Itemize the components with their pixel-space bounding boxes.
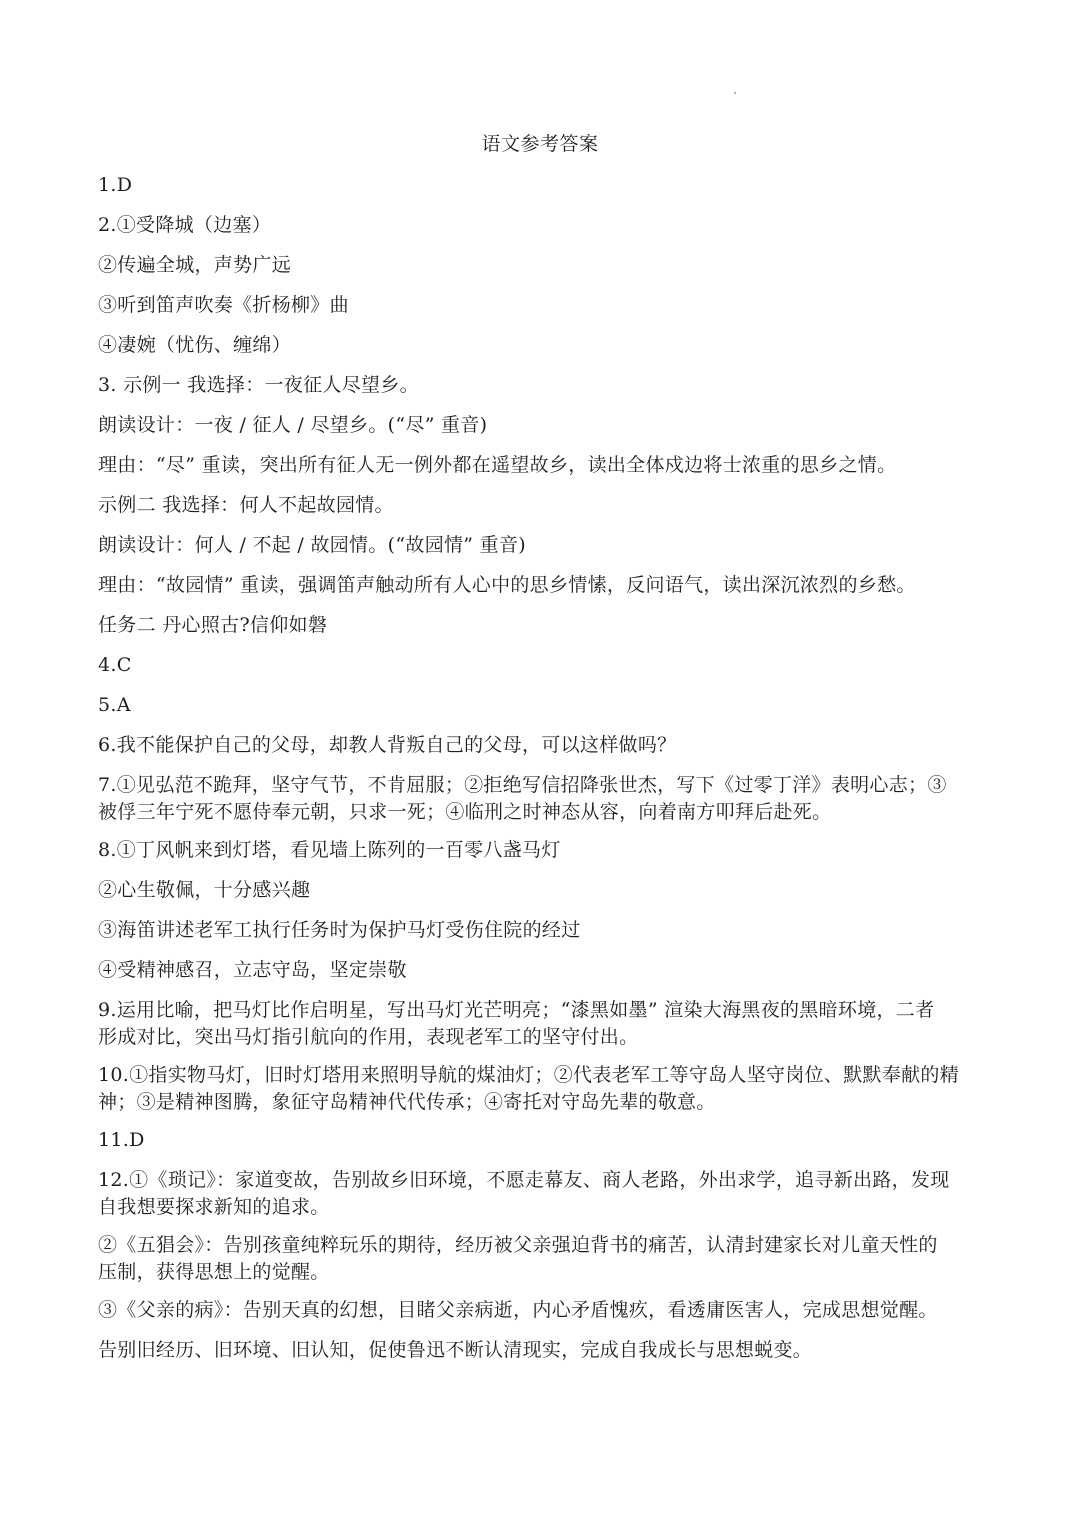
answer-3-reason-2: 理由：“故园情” 重读，强调笛声触动所有人心中的思乡情愫，反问语气，读出深沉浓烈的乡愁。 <box>98 574 916 596</box>
answer-8-item-4: ④受精神感召，立志守岛，坚定崇敬 <box>98 959 407 981</box>
page-title: 语文参考答案 <box>481 133 599 155</box>
answer-8-item-3: ③海笛讲述老军工执行任务时为保护马灯受伤住院的经过 <box>98 919 581 941</box>
answer-3-reading-design-1: 朗读设计：一夜 / 征人 / 尽望乡。(“尽” 重音) <box>98 414 488 436</box>
answer-12-item-1-line-1: 12.①《琐记》：家道变故，告别故乡旧环境，不愿走幕友、商人老路，外出求学，追寻新出路，发现 <box>98 1169 950 1191</box>
answer-10-line-2: 神；③是精神图腾，象征守岛精神代代传承；④寄托对守岛先辈的敬意。 <box>98 1091 716 1113</box>
answer-7-line-2: 被俘三年宁死不愿侍奉元朝，只求一死；④临刑之时神态从容，向着南方叩拜后赴死。 <box>98 801 832 823</box>
answer-12-summary: 告别旧经历、旧环境、旧认知，促使鲁迅不断认清现实，完成自我成长与思想蜕变。 <box>98 1339 813 1361</box>
answer-5: 5.A <box>98 694 131 716</box>
answer-8-item-1: 8.①丁风帆来到灯塔，看见墙上陈列的一百零八盏马灯 <box>98 839 561 861</box>
answer-7 <box>98 772 988 826</box>
answer-8-item-2: ②心生敬佩，十分感兴趣 <box>98 879 311 901</box>
answer-4: 4.C <box>98 654 132 676</box>
answer-3-reading-design-2: 朗读设计：何人 / 不起 / 故园情。(“故园情” 重音) <box>98 534 526 556</box>
answer-12-item-2-line-1: ②《五猖会》：告别孩童纯粹玩乐的期待，经历被父亲强迫背书的痛苦，认清封建家长对儿童天性的 <box>98 1234 938 1256</box>
scan-speck <box>734 92 736 94</box>
answer-12-item-1 <box>98 1167 988 1221</box>
answer-6: 6.我不能保护自己的父母，却教人背叛自己的父母，可以这样做吗？ <box>98 734 677 756</box>
answer-12-item-2-line-2: 压制，获得思想上的觉醒。 <box>98 1261 330 1283</box>
answer-10-line-1: 10.①指实物马灯，旧时灯塔用来照明导航的煤油灯；②代表老军工等守岛人坚守岗位、默默奉献的精 <box>98 1064 960 1086</box>
answer-3-reason-1: 理由：“尽” 重读，突出所有征人无一例外都在遥望故乡，读出全体戍边将士浓重的思乡之情。 <box>98 454 897 476</box>
answer-2-item-3: ③听到笛声吹奏《折杨柳》曲 <box>98 294 349 316</box>
answer-9-line-2: 形成对比，突出马灯指引航向的作用，表现老军工的坚守付出。 <box>98 1026 639 1048</box>
answer-2-item-2: ②传遍全城，声势广远 <box>98 254 292 276</box>
task-2-heading: 任务二 丹心照古?信仰如磐 <box>98 614 328 636</box>
answer-3-example-1: 3. 示例一 我选择：一夜征人尽望乡。 <box>98 374 419 396</box>
answer-12-item-3: ③《父亲的病》：告别天真的幻想，目睹父亲病逝，内心矛盾愧疚，看透庸医害人，完成思想觉醒。 <box>98 1299 938 1321</box>
answer-12-item-2 <box>98 1232 988 1286</box>
answer-list <box>98 172 988 1377</box>
answer-11: 11.D <box>98 1129 145 1151</box>
answer-1: 1.D <box>98 174 133 196</box>
answer-2-item-1: 2.①受降城（边塞） <box>98 214 272 236</box>
answer-3-example-2: 示例二 我选择：何人不起故园情。 <box>98 494 394 516</box>
answer-10 <box>98 1062 988 1116</box>
answer-7-line-1: 7.①见弘范不跪拜，坚守气节，不肯屈服；②拒绝写信招降张世杰，写下《过零丁洋》表明心志；③ <box>98 774 947 796</box>
answer-2-item-4: ④凄婉（忧伤、缠绵） <box>98 334 292 356</box>
answer-12-item-1-line-2: 自我想要探求新知的追求。 <box>98 1196 330 1218</box>
answer-9 <box>98 997 988 1051</box>
answer-9-line-1: 9.运用比喻，把马灯比作启明星，写出马灯光芒明亮；“漆黑如墨” 渲染大海黑夜的黑暗环境，二者 <box>98 999 935 1021</box>
